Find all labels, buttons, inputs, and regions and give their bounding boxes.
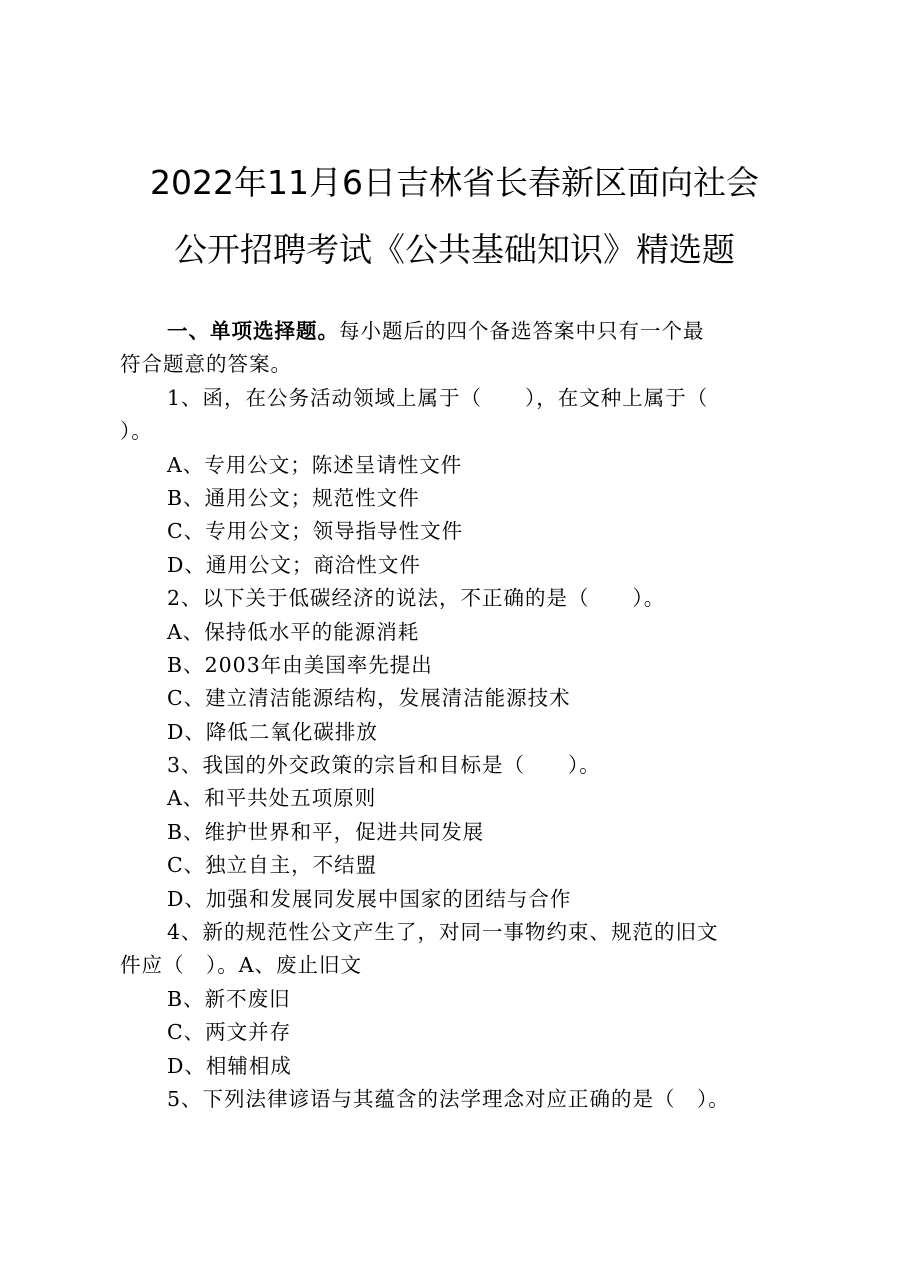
question-3-option-c: C、独立自主，不结盟 [167, 853, 378, 878]
question-3-option-a: A、和平共处五项原则 [167, 786, 377, 811]
question-4-option-d: D、相辅相成 [167, 1053, 292, 1078]
question-2-option-b: B、2003年由美国率先提出 [167, 652, 433, 677]
question-1-stem-continued: ）。 [120, 419, 153, 444]
question-2-option-d: D、降低二氧化碳排放 [167, 719, 378, 744]
question-2-option-a: A、保持低水平的能源消耗 [167, 619, 420, 644]
question-1-option-d: D、通用公文；商洽性文件 [167, 552, 421, 577]
question-3-option-b: B、维护世界和平，促进共同发展 [167, 819, 485, 844]
question-4-stem-continued: 件应（ ）。A、废止旧文 [120, 953, 363, 978]
document-body [120, 315, 800, 1116]
question-3-option-d: D、加强和发展同发展中国家的团结与合作 [167, 886, 572, 911]
section-intro-text: 每小题后的四个备选答案中只有一个最 [339, 319, 705, 343]
question-4-stem: 4、新的规范性公文产生了，对同一事物约束、规范的旧文 [167, 920, 719, 945]
question-1-option-a: A、专用公文；陈述呈请性文件 [167, 452, 463, 477]
document-title-line-2: 公开招聘考试《公共基础知识》精选题 [174, 230, 735, 269]
question-4-option-b: B、新不废旧 [167, 986, 291, 1011]
document-title-line-1: 2022年11月6日吉林省长春新区面向社会 [150, 163, 759, 202]
section-intro-continued: 符合题意的答案。 [120, 352, 292, 377]
question-2-stem: 2、以下关于低碳经济的说法，不正确的是（ ）。 [167, 586, 666, 611]
question-5-stem: 5、下列法律谚语与其蕴含的法学理念对应正确的是（ ）。 [167, 1086, 730, 1111]
question-1-option-c: C、专用公文；领导指导性文件 [167, 519, 464, 544]
question-1-option-b: B、通用公文；规范性文件 [167, 485, 420, 510]
question-3-stem: 3、我国的外交政策的宗旨和目标是（ ）。 [167, 753, 601, 778]
question-2-option-c: C、建立清洁能源结构，发展清洁能源技术 [167, 686, 571, 711]
section-heading: 一、单项选择题。 [167, 319, 339, 343]
question-4-option-c: C、两文并存 [167, 1020, 292, 1045]
question-1-stem: 1、函，在公务活动领域上属于（ ），在文种上属于（ [167, 385, 709, 410]
section-intro [120, 315, 800, 348]
